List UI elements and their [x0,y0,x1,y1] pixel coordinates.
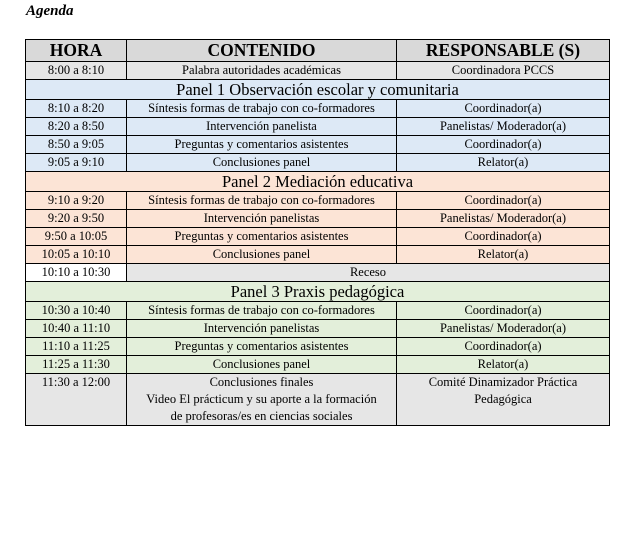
responsable-cell: Coordinador(a) [397,228,610,246]
hora-cell: 9:05 a 9:10 [26,154,127,172]
responsable-cell: Panelistas/ Moderador(a) [397,210,610,228]
table-row [26,100,610,118]
table-row [26,154,610,172]
hora-cell: 11:30 a 12:00 [26,374,127,426]
responsable-cell: Coordinador(a) [397,192,610,210]
table-row [26,136,610,154]
table-row [26,356,610,374]
header-responsable: RESPONSABLE (S) [397,40,610,62]
hora-cell: 11:10 a 11:25 [26,338,127,356]
contenido-line: Conclusiones finales [209,375,314,389]
header-hora: HORA [26,40,127,62]
contenido-cell: Preguntas y comentarios asistentes [127,136,397,154]
table-row [26,246,610,264]
panel-header-row [26,172,610,192]
table-row [26,210,610,228]
contenido-cell: Síntesis formas de trabajo con co-formadores [127,192,397,210]
panel-2-title: Panel 2 Mediación educativa [26,172,610,192]
contenido-cell: Síntesis formas de trabajo con co-formadores [127,100,397,118]
hora-cell: 9:20 a 9:50 [26,210,127,228]
contenido-cell: Preguntas y comentarios asistentes [127,228,397,246]
table-row [26,338,610,356]
table-row [26,192,610,210]
hora-cell: 8:00 a 8:10 [26,62,127,80]
receso-row [26,264,610,282]
hora-cell: 11:25 a 11:30 [26,356,127,374]
contenido-cell [127,374,397,426]
agenda-title: Agenda [26,3,74,19]
responsable-cell: Coordinador(a) [397,338,610,356]
hora-cell: 9:10 a 9:20 [26,192,127,210]
contenido-cell: Conclusiones panel [127,246,397,264]
contenido-cell: Síntesis formas de trabajo con co-formadores [127,302,397,320]
contenido-cell: Preguntas y comentarios asistentes [127,338,397,356]
table-row [26,374,610,426]
contenido-cell: Intervención panelista [127,118,397,136]
hora-cell: 10:10 a 10:30 [26,264,127,282]
hora-cell: 9:50 a 10:05 [26,228,127,246]
table-row [26,62,610,80]
table-row [26,320,610,338]
table-row [26,118,610,136]
panel-1-title: Panel 1 Observación escolar y comunitaria [26,80,610,100]
responsable-cell: Comité Dinamizador Práctica Pedagógica [397,374,610,426]
contenido-cell: Intervención panelistas [127,210,397,228]
hora-cell: 10:30 a 10:40 [26,302,127,320]
contenido-cell: Intervención panelistas [127,320,397,338]
responsable-cell: Relator(a) [397,246,610,264]
agenda-table [25,39,610,426]
hora-cell: 10:05 a 10:10 [26,246,127,264]
receso-cell: Receso [127,264,610,282]
contenido-cell: Palabra autoridades académicas [127,62,397,80]
hora-cell: 8:20 a 8:50 [26,118,127,136]
responsable-cell: Coordinadora PCCS [397,62,610,80]
contenido-cell: Conclusiones panel [127,356,397,374]
table-row [26,302,610,320]
panel-3-title: Panel 3 Praxis pedagógica [26,282,610,302]
responsable-cell: Panelistas/ Moderador(a) [397,118,610,136]
table-header-row [26,40,610,62]
responsable-cell: Coordinador(a) [397,302,610,320]
header-contenido: CONTENIDO [127,40,397,62]
responsable-cell: Coordinador(a) [397,100,610,118]
responsable-cell: Panelistas/ Moderador(a) [397,320,610,338]
table-row [26,228,610,246]
hora-cell: 8:10 a 8:20 [26,100,127,118]
responsable-cell: Relator(a) [397,154,610,172]
responsable-cell: Coordinador(a) [397,136,610,154]
hora-cell: 10:40 a 11:10 [26,320,127,338]
hora-cell: 8:50 a 9:05 [26,136,127,154]
panel-header-row [26,282,610,302]
panel-header-row [26,80,610,100]
responsable-cell: Relator(a) [397,356,610,374]
contenido-cell: Conclusiones panel [127,154,397,172]
contenido-line: Video El prácticum y su aporte a la formación de profesoras/es en ciencias sociales [146,392,377,423]
